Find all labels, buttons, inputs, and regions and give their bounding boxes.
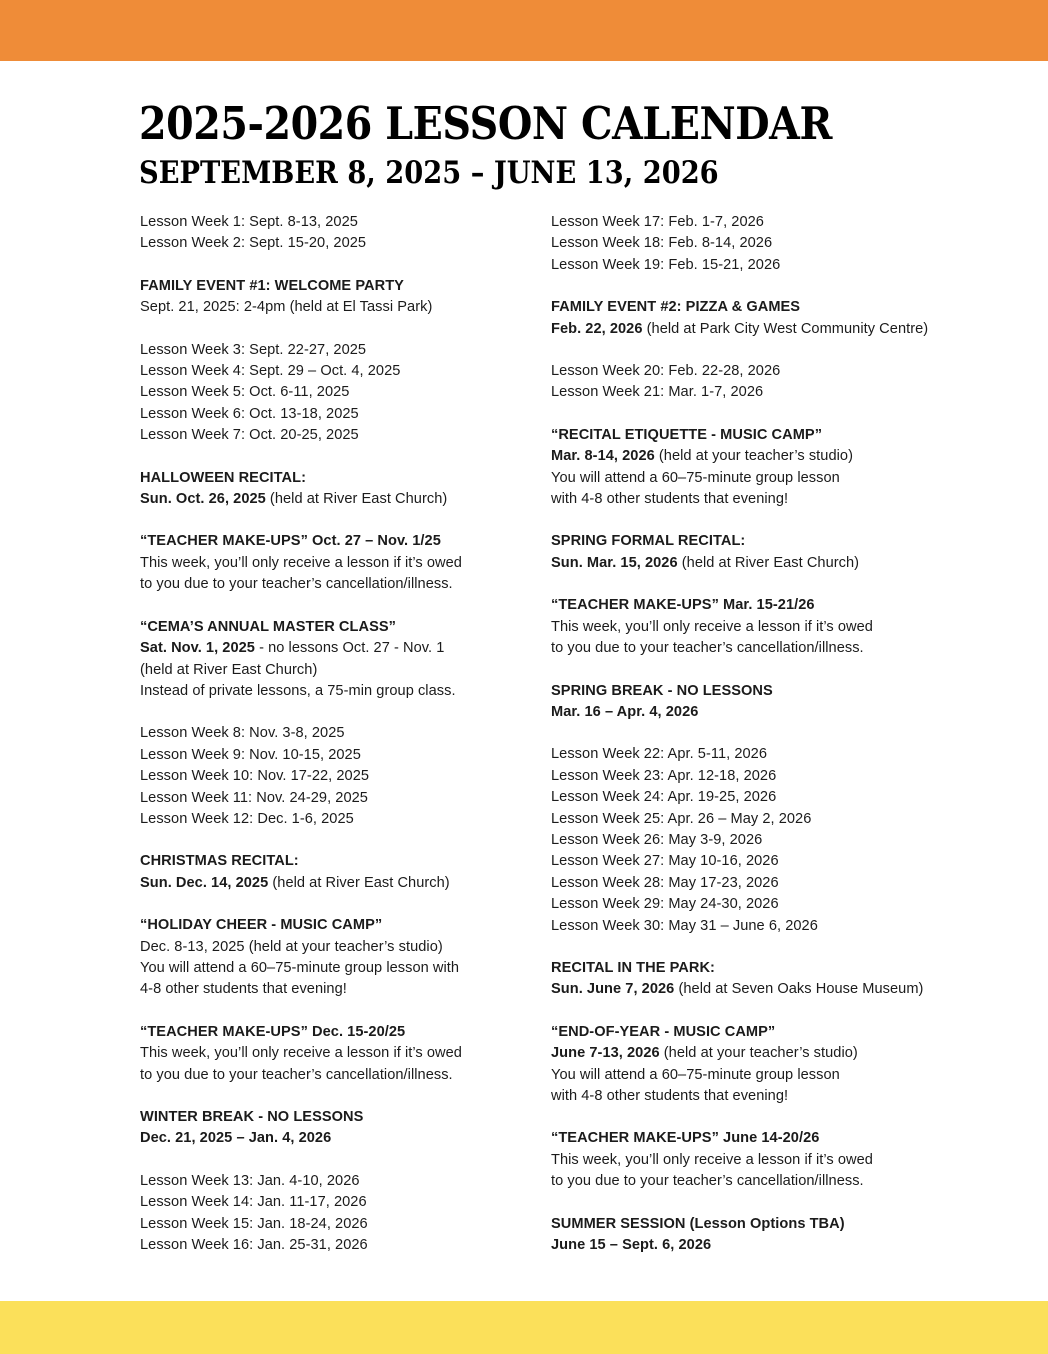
calendar-line bbox=[140, 1107, 540, 1128]
calendar-line bbox=[551, 1150, 991, 1171]
right-column bbox=[551, 212, 991, 1256]
text-regular: Lesson Week 3: Sept. 22-27, 2025 bbox=[140, 341, 367, 358]
calendar-block-winter-break bbox=[140, 1107, 540, 1150]
calendar-line bbox=[551, 297, 991, 318]
text-regular: Lesson Week 22: Apr. 5-11, 2026 bbox=[551, 746, 768, 763]
calendar-block-teacher-makeups-dec bbox=[140, 1022, 540, 1086]
calendar-block-halloween-recital bbox=[140, 468, 540, 511]
text-emphasis: June 7-13, 2026 bbox=[551, 1045, 660, 1062]
calendar-line bbox=[551, 233, 991, 254]
calendar-line bbox=[140, 766, 540, 787]
calendar-line bbox=[140, 404, 540, 425]
text-regular: Lesson Week 27: May 10-16, 2026 bbox=[551, 853, 779, 870]
calendar-block-family-event-2 bbox=[551, 297, 991, 340]
calendar-line bbox=[140, 937, 540, 958]
top-decorative-bar bbox=[0, 0, 1048, 61]
calendar-line bbox=[551, 553, 991, 574]
text-regular: with 4-8 other students that evening! bbox=[551, 1088, 789, 1104]
text-emphasis: June 15 – Sept. 6, 2026 bbox=[551, 1237, 712, 1254]
text-emphasis: SPRING BREAK - NO LESSONS bbox=[551, 682, 773, 699]
text-regular: Lesson Week 24: Apr. 19-25, 2026 bbox=[551, 789, 777, 806]
calendar-line bbox=[140, 809, 540, 830]
calendar-block-weeks-17-19 bbox=[551, 212, 991, 276]
calendar-page bbox=[0, 61, 1048, 1301]
calendar-line bbox=[551, 1235, 991, 1256]
text-emphasis: “TEACHER MAKE-UPS” June 14-20/26 bbox=[551, 1130, 820, 1147]
text-regular: Lesson Week 21: Mar. 1-7, 2026 bbox=[551, 384, 764, 401]
text-emphasis: “RECITAL ETIQUETTE - MUSIC CAMP” bbox=[551, 426, 823, 443]
text-regular: (held at River East Church) bbox=[265, 491, 448, 508]
text-regular: Lesson Week 7: Oct. 20-25, 2025 bbox=[140, 427, 359, 444]
calendar-line bbox=[140, 531, 540, 552]
text-regular: Lesson Week 8: Nov. 3-8, 2025 bbox=[140, 725, 345, 742]
calendar-line bbox=[551, 468, 991, 489]
calendar-line bbox=[551, 255, 991, 276]
text-regular: Lesson Week 17: Feb. 1-7, 2026 bbox=[551, 214, 764, 230]
calendar-line bbox=[551, 1022, 991, 1043]
left-column bbox=[140, 212, 540, 1256]
text-emphasis: “TEACHER MAKE-UPS” Dec. 15-20/25 bbox=[140, 1023, 406, 1040]
calendar-line bbox=[140, 1043, 540, 1064]
calendar-line bbox=[551, 681, 991, 702]
calendar-block-weeks-20-21 bbox=[551, 361, 991, 404]
calendar-block-spring-formal-recital bbox=[551, 531, 991, 574]
calendar-line bbox=[551, 595, 991, 616]
text-regular: to you due to your teacher’s cancellation/illness. bbox=[551, 1173, 864, 1190]
calendar-block-teacher-makeups-oct bbox=[140, 531, 540, 595]
text-regular: with 4-8 other students that evening! bbox=[551, 491, 789, 508]
calendar-block-teacher-makeups-mar bbox=[551, 595, 991, 659]
text-regular: Lesson Week 23: Apr. 12-18, 2026 bbox=[551, 767, 777, 784]
text-regular: Lesson Week 10: Nov. 17-22, 2025 bbox=[140, 768, 370, 785]
text-regular: Lesson Week 13: Jan. 4-10, 2026 bbox=[140, 1172, 360, 1189]
text-regular: This week, you’ll only receive a lesson if it’s owed bbox=[551, 1151, 873, 1168]
text-regular: Dec. 8-13, 2025 (held at your teacher’s studio) bbox=[140, 938, 443, 955]
calendar-line bbox=[551, 1128, 991, 1149]
text-regular: (held at Park City West Community Centre) bbox=[642, 320, 929, 337]
calendar-block-recital-in-the-park bbox=[551, 958, 991, 1001]
calendar-block-family-event-1 bbox=[140, 276, 540, 319]
calendar-line bbox=[551, 1214, 991, 1235]
calendar-block-weeks-3-7 bbox=[140, 340, 540, 447]
text-emphasis: Sun. Oct. 26, 2025 bbox=[140, 491, 266, 508]
text-regular: Lesson Week 12: Dec. 1-6, 2025 bbox=[140, 810, 354, 827]
text-emphasis: SUMMER SESSION (Lesson Options TBA) bbox=[551, 1215, 845, 1232]
text-regular: Lesson Week 20: Feb. 22-28, 2026 bbox=[551, 363, 781, 380]
text-regular: to you due to your teacher’s cancellation/illness. bbox=[140, 576, 453, 593]
calendar-line bbox=[551, 361, 991, 382]
calendar-line bbox=[551, 830, 991, 851]
calendar-line bbox=[551, 212, 991, 233]
calendar-block-weeks-13-16 bbox=[140, 1171, 540, 1257]
calendar-line bbox=[551, 638, 991, 659]
calendar-line bbox=[140, 340, 540, 361]
text-regular: Lesson Week 14: Jan. 11-17, 2026 bbox=[140, 1194, 367, 1211]
text-emphasis: “CEMA’S ANNUAL MASTER CLASS” bbox=[140, 618, 396, 635]
text-emphasis: Dec. 21, 2025 – Jan. 4, 2026 bbox=[140, 1130, 332, 1147]
calendar-line bbox=[551, 894, 991, 915]
text-regular: Lesson Week 6: Oct. 13-18, 2025 bbox=[140, 405, 359, 422]
calendar-line bbox=[140, 788, 540, 809]
text-emphasis: Sun. Dec. 14, 2025 bbox=[140, 874, 269, 891]
calendar-line bbox=[551, 531, 991, 552]
calendar-block-weeks-8-12 bbox=[140, 723, 540, 830]
text-regular: Lesson Week 18: Feb. 8-14, 2026 bbox=[551, 235, 773, 252]
bottom-decorative-bar bbox=[0, 1301, 1048, 1354]
calendar-line bbox=[140, 979, 540, 1000]
calendar-line bbox=[551, 1171, 991, 1192]
page-title: 2025-2026 LESSON CALENDAR bbox=[139, 97, 832, 150]
text-regular: to you due to your teacher’s cancellation/illness. bbox=[140, 1066, 453, 1083]
text-regular: Lesson Week 28: May 17-23, 2026 bbox=[551, 874, 779, 891]
text-regular: 4-8 other students that evening! bbox=[140, 981, 347, 998]
calendar-line bbox=[551, 382, 991, 403]
text-emphasis: WINTER BREAK - NO LESSONS bbox=[140, 1109, 364, 1125]
calendar-block-weeks-1-2 bbox=[140, 212, 540, 255]
calendar-line bbox=[140, 574, 540, 595]
text-regular: Lesson Week 29: May 24-30, 2026 bbox=[551, 896, 779, 913]
text-emphasis: Sun. Mar. 15, 2026 bbox=[551, 554, 678, 571]
calendar-line bbox=[551, 979, 991, 1000]
calendar-line bbox=[551, 702, 991, 723]
text-regular: This week, you’ll only receive a lesson if it’s owed bbox=[140, 554, 462, 571]
calendar-line bbox=[140, 1171, 540, 1192]
calendar-line bbox=[140, 1065, 540, 1086]
calendar-line bbox=[140, 361, 540, 382]
calendar-line bbox=[551, 425, 991, 446]
calendar-line bbox=[140, 1022, 540, 1043]
calendar-line bbox=[551, 1043, 991, 1064]
calendar-line bbox=[140, 382, 540, 403]
page-subtitle: SEPTEMBER 8, 2025 – JUNE 13, 2026 bbox=[139, 155, 719, 191]
calendar-line bbox=[140, 915, 540, 936]
calendar-line bbox=[551, 851, 991, 872]
text-regular: (held at River East Church) bbox=[140, 661, 318, 678]
text-emphasis: Mar. 16 – Apr. 4, 2026 bbox=[551, 703, 699, 720]
calendar-block-summer-session bbox=[551, 1214, 991, 1257]
text-regular: (held at Seven Oaks House Museum) bbox=[674, 981, 924, 998]
text-emphasis: HALLOWEEN RECITAL: bbox=[140, 469, 307, 486]
text-regular: - no lessons Oct. 27 - Nov. 1 bbox=[254, 640, 445, 657]
text-regular: Instead of private lessons, a 75-min group class. bbox=[140, 682, 456, 699]
calendar-block-weeks-22-30 bbox=[551, 744, 991, 937]
text-emphasis: “TEACHER MAKE-UPS” Mar. 15-21/26 bbox=[551, 597, 815, 614]
calendar-line bbox=[140, 489, 540, 510]
calendar-line bbox=[140, 681, 540, 702]
text-regular: Lesson Week 9: Nov. 10-15, 2025 bbox=[140, 746, 361, 763]
text-regular: Lesson Week 1: Sept. 8-13, 2025 bbox=[140, 214, 358, 230]
calendar-line bbox=[140, 638, 540, 659]
calendar-line bbox=[140, 1214, 540, 1235]
calendar-line bbox=[140, 1192, 540, 1213]
text-emphasis: RECITAL IN THE PARK: bbox=[551, 959, 715, 976]
text-regular: Lesson Week 19: Feb. 15-21, 2026 bbox=[551, 256, 781, 273]
text-emphasis: “HOLIDAY CHEER - MUSIC CAMP” bbox=[140, 917, 383, 934]
calendar-line bbox=[140, 851, 540, 872]
text-regular: Lesson Week 26: May 3-9, 2026 bbox=[551, 831, 763, 848]
calendar-line bbox=[140, 233, 540, 254]
calendar-line bbox=[140, 297, 540, 318]
text-regular: You will attend a 60–75-minute group lesson bbox=[551, 469, 840, 486]
text-emphasis: Sat. Nov. 1, 2025 bbox=[140, 640, 255, 657]
calendar-block-holiday-cheer-camp bbox=[140, 915, 540, 1001]
text-regular: (held at River East Church) bbox=[677, 554, 860, 571]
calendar-line bbox=[551, 489, 991, 510]
calendar-block-spring-break bbox=[551, 681, 991, 724]
calendar-line bbox=[551, 958, 991, 979]
calendar-block-recital-etiquette-camp bbox=[551, 425, 991, 511]
text-regular: This week, you’ll only receive a lesson if it’s owed bbox=[551, 618, 873, 635]
calendar-line bbox=[551, 1086, 991, 1107]
text-regular: Lesson Week 25: Apr. 26 – May 2, 2026 bbox=[551, 810, 812, 827]
text-regular: (held at River East Church) bbox=[268, 874, 450, 891]
text-regular: You will attend a 60–75-minute group lesson bbox=[551, 1066, 840, 1083]
calendar-line bbox=[140, 425, 540, 446]
text-regular: Lesson Week 16: Jan. 25-31, 2026 bbox=[140, 1237, 368, 1254]
calendar-line bbox=[140, 660, 540, 681]
text-regular: Lesson Week 4: Sept. 29 – Oct. 4, 2025 bbox=[140, 363, 401, 380]
calendar-line bbox=[140, 723, 540, 744]
text-regular: Sept. 21, 2025: 2-4pm (held at El Tassi Park) bbox=[140, 299, 433, 316]
calendar-block-teacher-makeups-june bbox=[551, 1128, 991, 1192]
calendar-line bbox=[551, 1065, 991, 1086]
calendar-line bbox=[140, 212, 540, 233]
text-emphasis: FAMILY EVENT #1: WELCOME PARTY bbox=[140, 277, 404, 294]
calendar-line bbox=[551, 873, 991, 894]
calendar-line bbox=[551, 617, 991, 638]
calendar-line bbox=[140, 1128, 540, 1149]
text-emphasis: “TEACHER MAKE-UPS” Oct. 27 – Nov. 1/25 bbox=[140, 533, 441, 550]
text-regular: (held at your teacher’s studio) bbox=[659, 1045, 858, 1062]
calendar-line bbox=[551, 787, 991, 808]
calendar-line bbox=[140, 617, 540, 638]
text-regular: Lesson Week 11: Nov. 24-29, 2025 bbox=[140, 789, 368, 806]
text-emphasis: Mar. 8-14, 2026 bbox=[551, 448, 655, 465]
calendar-block-end-of-year-camp bbox=[551, 1022, 991, 1108]
text-emphasis: Feb. 22, 2026 bbox=[551, 320, 643, 337]
text-regular: You will attend a 60–75-minute group lesson with bbox=[140, 959, 460, 976]
calendar-line bbox=[551, 319, 991, 340]
calendar-line bbox=[551, 766, 991, 787]
text-regular: Lesson Week 2: Sept. 15-20, 2025 bbox=[140, 235, 367, 252]
text-emphasis: “END-OF-YEAR - MUSIC CAMP” bbox=[551, 1023, 776, 1040]
calendar-line bbox=[140, 745, 540, 766]
text-regular: to you due to your teacher’s cancellation/illness. bbox=[551, 640, 864, 657]
title-block bbox=[139, 97, 999, 191]
text-regular: Lesson Week 5: Oct. 6-11, 2025 bbox=[140, 384, 350, 401]
text-emphasis: FAMILY EVENT #2: PIZZA & GAMES bbox=[551, 299, 801, 316]
calendar-block-cema-master-class bbox=[140, 617, 540, 703]
calendar-line bbox=[140, 553, 540, 574]
calendar-line bbox=[551, 809, 991, 830]
text-emphasis: CHRISTMAS RECITAL: bbox=[140, 853, 299, 870]
calendar-line bbox=[140, 873, 540, 894]
text-emphasis: Sun. June 7, 2026 bbox=[551, 981, 675, 998]
text-regular: This week, you’ll only receive a lesson if it’s owed bbox=[140, 1045, 462, 1062]
calendar-block-christmas-recital bbox=[140, 851, 540, 894]
text-regular: (held at your teacher’s studio) bbox=[654, 448, 853, 465]
text-emphasis: SPRING FORMAL RECITAL: bbox=[551, 533, 746, 550]
calendar-line bbox=[140, 958, 540, 979]
calendar-line bbox=[140, 276, 540, 297]
calendar-line bbox=[551, 446, 991, 467]
text-regular: Lesson Week 15: Jan. 18-24, 2026 bbox=[140, 1215, 368, 1232]
calendar-line bbox=[551, 916, 991, 937]
calendar-line bbox=[140, 468, 540, 489]
text-regular: Lesson Week 30: May 31 – June 6, 2026 bbox=[551, 917, 818, 934]
calendar-line bbox=[140, 1235, 540, 1256]
calendar-line bbox=[551, 744, 991, 765]
